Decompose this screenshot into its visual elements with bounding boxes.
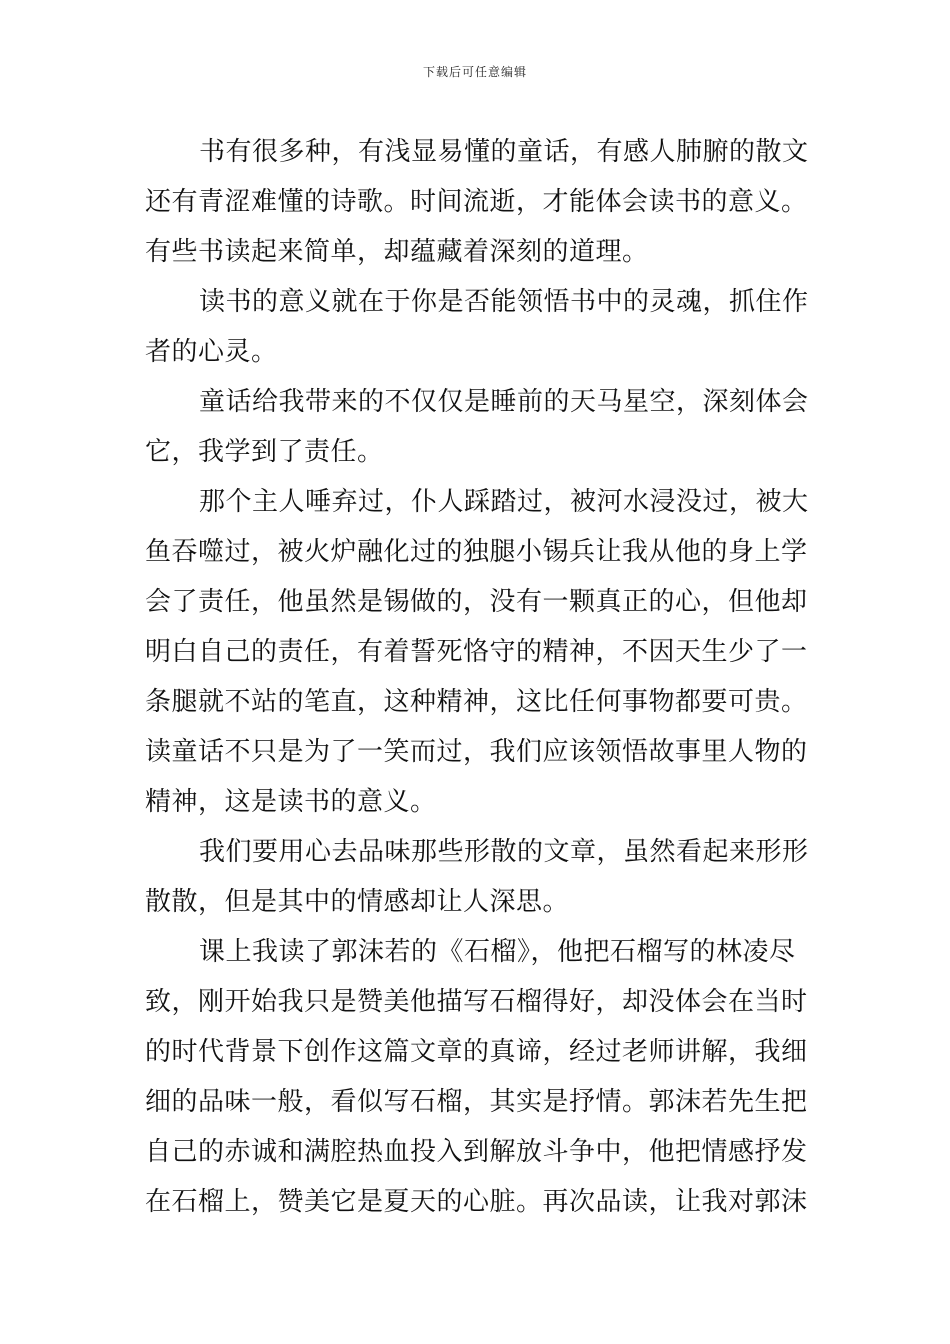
text-line: 细的品味一般，看似写石榴，其实是抒情。郭沫若先生把 (145, 1087, 808, 1117)
text-line: 散散，但是其中的情感却让人深思。 (145, 887, 570, 917)
text-line: 者的心灵。 (145, 337, 278, 367)
text-line: 书有很多种，有浅显易懂的童话，有感人肺腑的散文 (199, 137, 809, 167)
text-line: 的时代背景下创作这篇文章的真谛，经过老师讲解，我细 (145, 1037, 808, 1067)
text-line: 那个主人唾弃过，仆人踩踏过，被河水浸没过，被大 (199, 487, 809, 517)
text-line: 在石榴上，赞美它是夏天的心脏。再次品读，让我对郭沫 (145, 1187, 808, 1217)
text-line: 童话给我带来的不仅仅是睡前的天马星空，深刻体会 (199, 387, 809, 417)
text-line: 课上我读了郭沫若的《石榴》，他把石榴写的林凌尽 (199, 937, 796, 967)
text-line: 致，刚开始我只是赞美他描写石榴得好，却没体会在当时 (145, 987, 808, 1017)
page-header: 下载后可任意编辑 (422, 65, 527, 79)
text-line: 我们要用心去品味那些形散的文章，虽然看起来形形 (199, 837, 809, 867)
text-line: 它，我学到了责任。 (145, 437, 384, 467)
text-line: 还有青涩难懂的诗歌。时间流逝，才能体会读书的意义。 (145, 187, 808, 217)
text-line: 会了责任，他虽然是锡做的，没有一颗真正的心，但他却 (145, 587, 808, 617)
text-line: 精神，这是读书的意义。 (145, 787, 437, 817)
text-line: 鱼吞噬过，被火炉融化过的独腿小锡兵让我从他的身上学 (145, 537, 808, 567)
text-line: 有些书读起来简单，却蕴藏着深刻的道理。 (145, 237, 649, 267)
document-body (145, 127, 810, 1227)
text-line: 条腿就不站的笔直，这种精神，这比任何事物都要可贵。 (145, 687, 808, 717)
text-line: 自己的赤诚和满腔热血投入到解放斗争中，他把情感抒发 (145, 1137, 808, 1167)
text-line: 明白自己的责任，有着誓死恪守的精神，不因天生少了一 (145, 637, 808, 667)
text-line: 读童话不只是为了一笑而过，我们应该领悟故事里人物的 (145, 737, 808, 767)
text-line: 读书的意义就在于你是否能领悟书中的灵魂，抓住作 (199, 287, 809, 317)
